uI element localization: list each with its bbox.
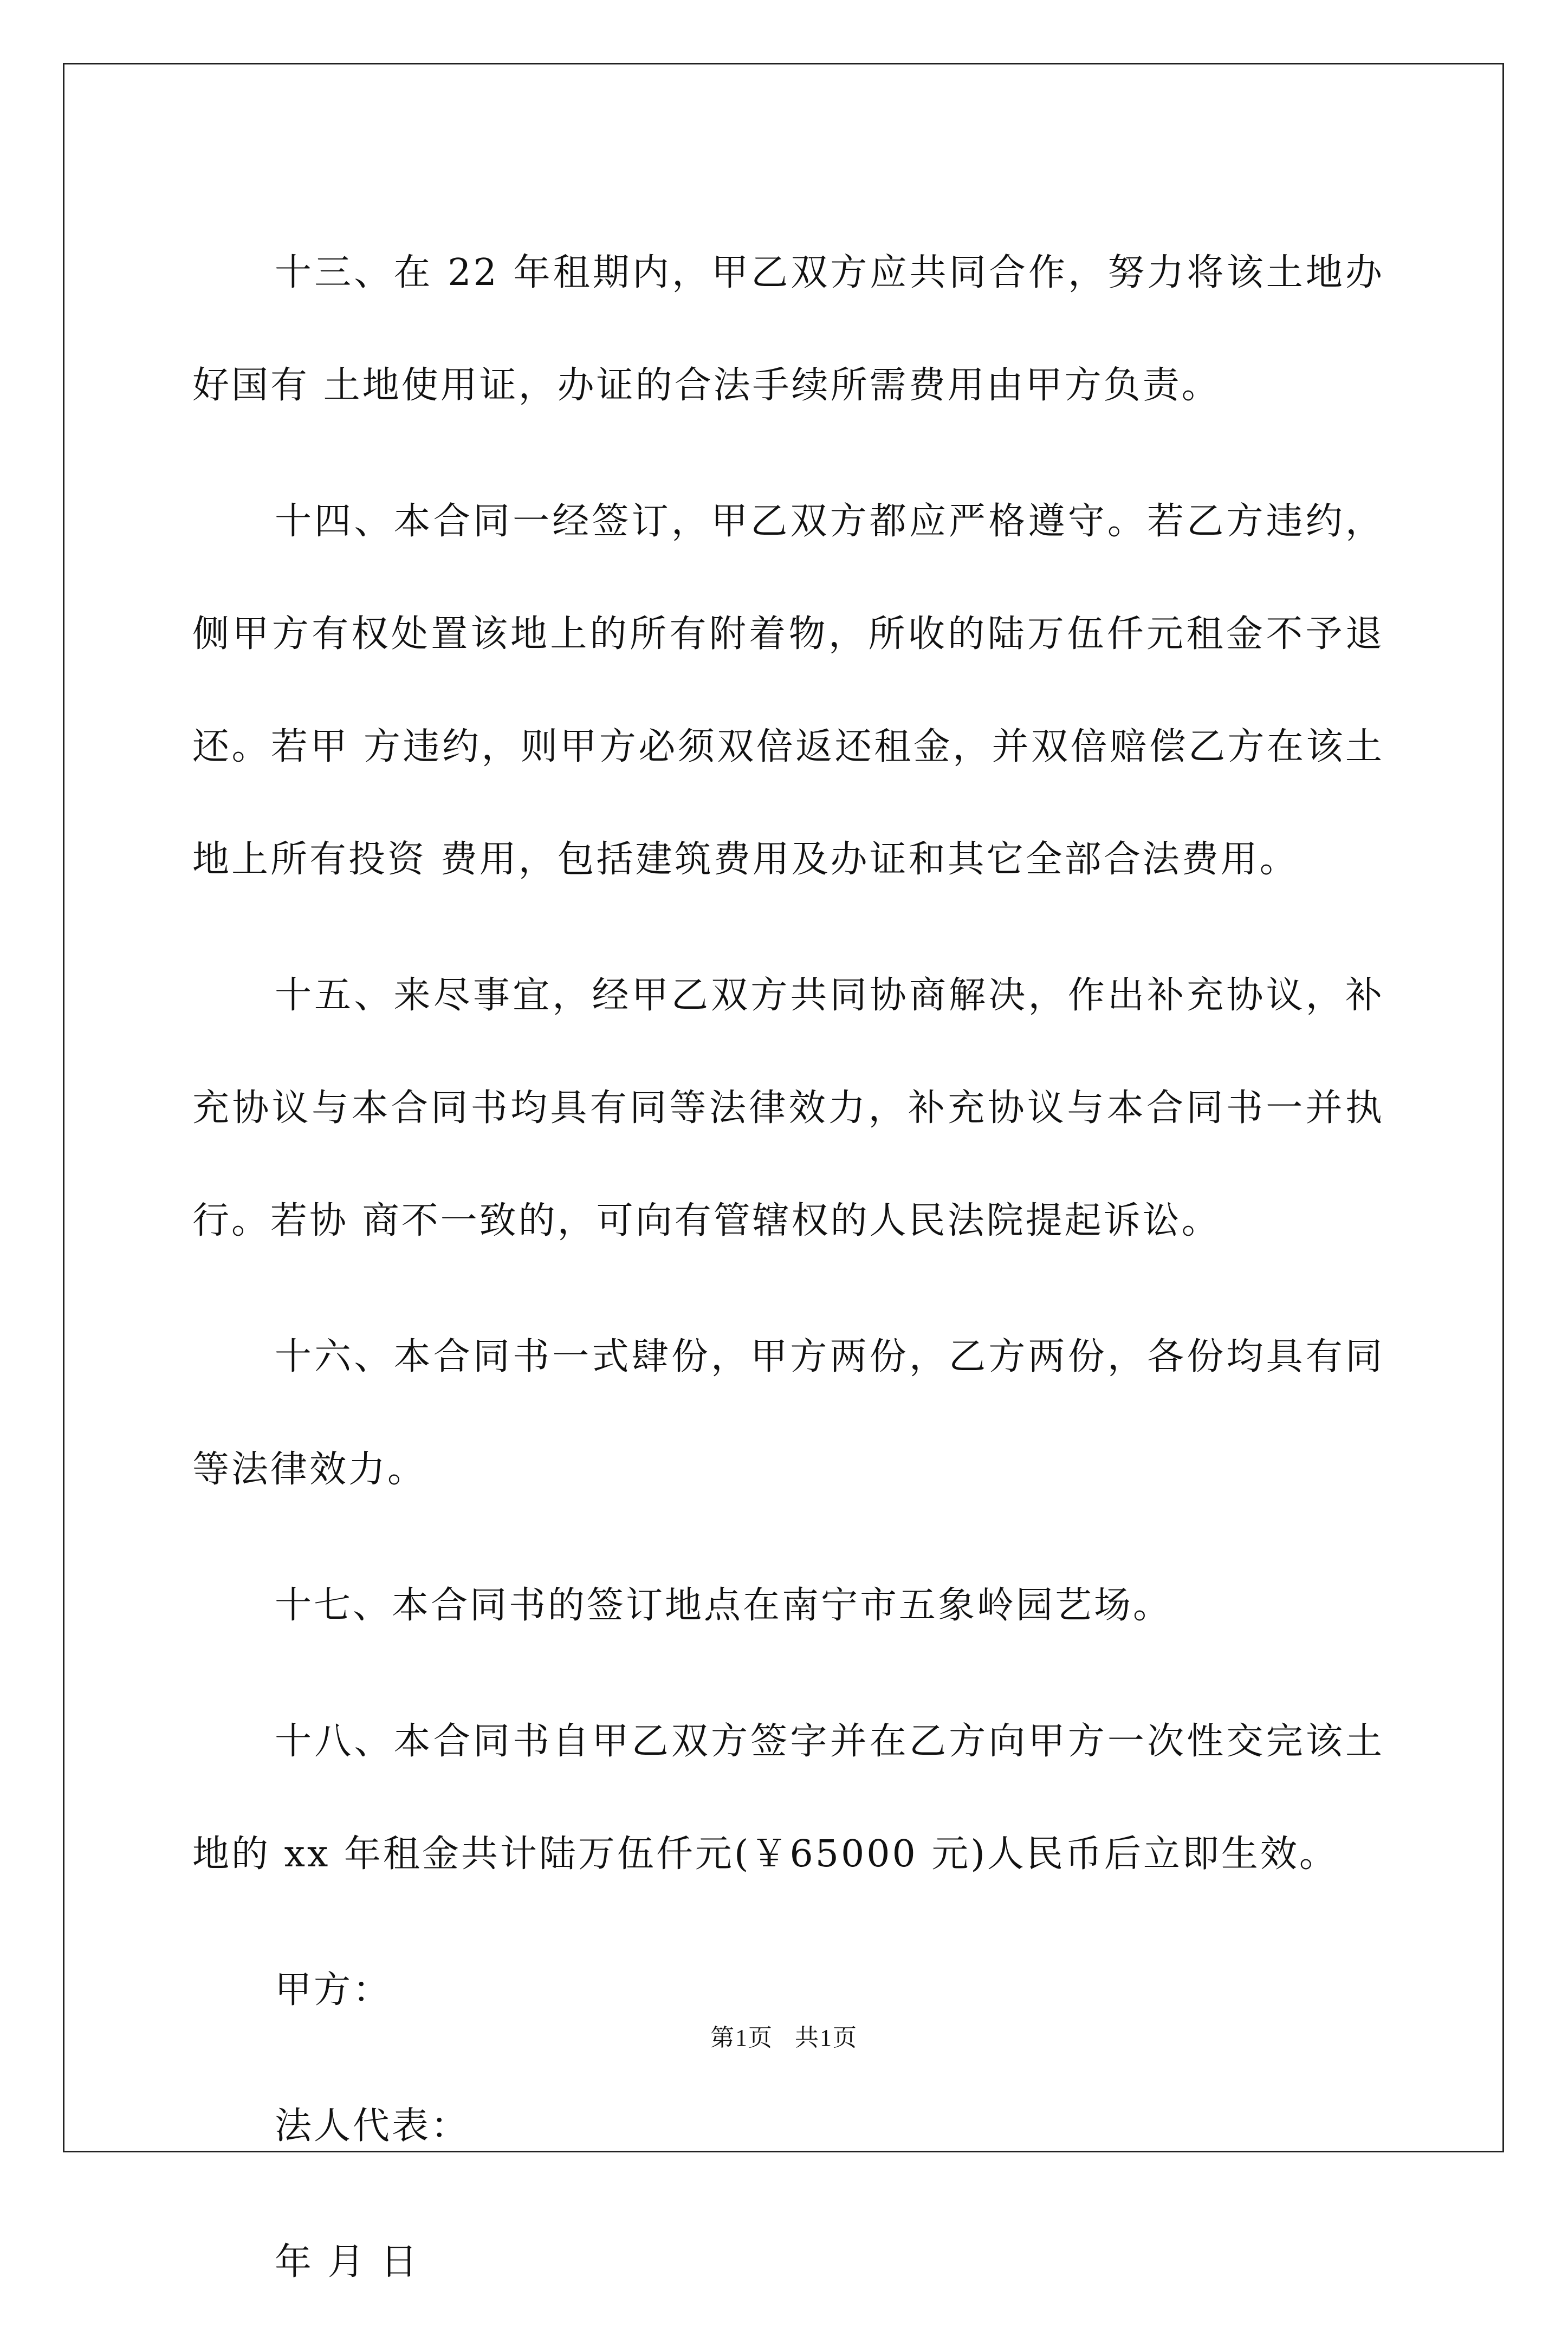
legal-rep-label: 法人代表： <box>275 2105 470 2148</box>
clause-14: 十四、本合同一经签订，甲乙双方都应严格遵守。若乙方违约，侧甲方有权处置该地上的所有附着物，所收的陆万伍仟元租金不予退还。若甲 方违约，则甲方必须双倍返还租金，并双倍赔偿乙方在该土地上所有投资 费用，包括建筑费用及办证和其它全部合法费用。 <box>192 500 1384 881</box>
clause-17: 十七、本合同书的签订地点在南宁市五象岭园艺场。 <box>275 1584 1172 1627</box>
clause-16: 十六、本合同书一式肆份，甲方两份，乙方两份，各份均具有同等法律效力。 <box>192 1335 1384 1491</box>
party-a-label: 甲方： <box>275 1969 392 2012</box>
page-total: 共1页 <box>795 2025 858 2051</box>
page-current: 第1页 <box>710 2025 773 2051</box>
clause-18: 十八、本合同书自甲乙双方签字并在乙方向甲方一次性交完该土地的 xx 年租金共计陆万伍仟元(￥65000 元)人民币后立即生效。 <box>192 1720 1384 1876</box>
page-footer <box>0 2018 1568 2053</box>
clause-15: 十五、来尽事宜，经甲乙双方共同协商解决，作出补充协议，补充协议与本合同书均具有同等法律效力，补充协议与本合同书一并执行。若协 商不一致的，可向有管辖权的人民法院提起诉讼。 <box>192 974 1384 1242</box>
date-label: 年 月 日 <box>275 2241 420 2283</box>
clause-13: 十三、在 22 年租期内，甲乙双方应共同合作，努力将该土地办好国有 土地使用证，办证的合法手续所需费用由甲方负责。 <box>192 251 1384 407</box>
